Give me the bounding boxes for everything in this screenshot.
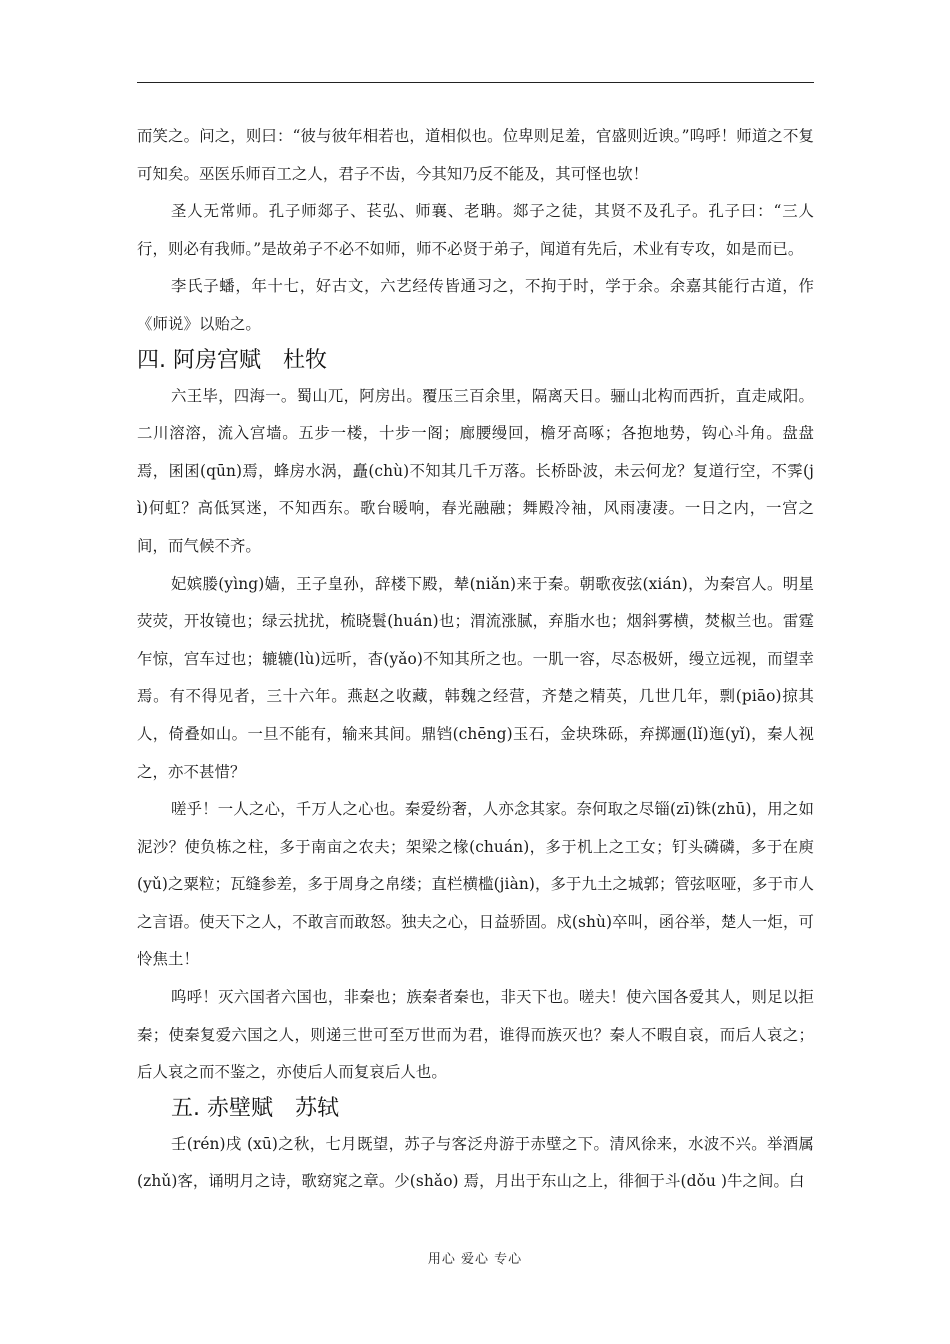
paragraph-shishuo-2: 圣人无常师。孔子师郯子、苌弘、师襄、老聃。郯子之徒，其贤不及孔子。孔子曰：“三人行，则必有我师。”是故弟子不必不如师，师不必贤于弟子，闻道有先后，术业有专攻，如是而已。 (137, 202, 814, 258)
document-body (137, 118, 814, 1201)
paragraph-chibi-1: 壬(rén)戌 (xū)之秋，七月既望，苏子与客泛舟游于赤壁之下。清风徐来，水波不兴。举酒属(zhǔ)客，诵明月之诗，歌窈窕之章。少(shǎo) 焉，月出于东山之上，徘徊于斗(dǒu )牛之间。白 (137, 1134, 814, 1191)
paragraph-epanggong-1: 六王毕，四海一。蜀山兀，阿房出。覆压三百余里，隔离天日。骊山北构而西折，直走咸阳。二川溶溶，流入宫墙。五步一楼，十步一阁；廊腰缦回，檐牙高啄；各抱地势，钩心斗角。盘盘焉，囷囷(qūn)焉，蜂房水涡，矗(chù)不知其几千万落。长桥卧波，未云何龙？复道行空，不霁(jì)何虹？高低冥迷，不知西东。歌台暖响，春光融融；舞殿冷袖，风雨凄凄。一日之内，一宫之间，而气候不齐。 (137, 386, 814, 555)
paragraph-epanggong-3: 嗟乎！一人之心，千万人之心也。秦爱纷奢，人亦念其家。奈何取之尽锱(zī)铢(zhū)，用之如泥沙？使负栋之柱，多于南亩之农夫；架梁之椽(chuán)，多于机上之工女；钉头磷磷，多于在庾(yǔ)之粟粒；瓦缝参差，多于周身之帛缕；直栏横槛(jiàn)，多于九土之城郭；管弦呕哑，多于市人之言语。使天下之人，不敢言而敢怒。独夫之心，日益骄固。戍(shù)卒叫，函谷举，楚人一炬，可怜焦土！ (137, 800, 814, 969)
header-rule (137, 82, 814, 83)
paragraph-epanggong-2: 妃嫔媵(yìng)嫱，王子皇孙，辞楼下殿，辇(niǎn)来于秦。朝歌夜弦(xián)，为秦宫人。明星荧荧，开妆镜也；绿云扰扰，梳晓鬟(huán)也；渭流涨腻，弃脂水也；烟斜雾横，焚椒兰也。雷霆乍惊，宫车过也；辘辘(lù)远听，杳(yǎo)不知其所之也。一肌一容，尽态极妍，缦立远视，而望幸焉。有不得见者，三十六年。燕赵之收藏，韩魏之经营，齐楚之精英，几世几年，剽(piāo)掠其人，倚叠如山。一旦不能有，输来其间。鼎铛(chēng)玉石，金块珠砾，弃掷逦(lǐ)迤(yǐ)，秦人视之，亦不甚惜？ (137, 574, 814, 781)
paragraph-epanggong-4: 呜呼！灭六国者六国也，非秦也；族秦者秦也，非天下也。嗟夫！使六国各爱其人，则足以拒秦；使秦复爱六国之人，则递三世可至万世而为君，谁得而族灭也？秦人不暇自哀，而后人哀之；后人哀之而不鉴之，亦使后人而复哀后人也。 (137, 988, 814, 1082)
paragraph-shishuo-3: 李氏子蟠，年十七，好古文，六艺经传皆通习之，不拘于时，学于余。余嘉其能行古道，作《师说》以贻之。 (137, 277, 814, 333)
page-footer: 用心 爱心 专心 (427, 1252, 523, 1267)
heading-epanggong-fu: 四. 阿房宫赋 杜牧 (137, 347, 327, 373)
heading-chibi-fu: 五. 赤壁赋 苏轼 (171, 1095, 339, 1121)
paragraph-shishuo-1: 而笑之。问之，则曰：“彼与彼年相若也，道相似也。位卑则足羞，官盛则近谀。”呜呼！师道之不复可知矣。巫医乐师百工之人，君子不齿，今其知乃反不能及，其可怪也欤！ (137, 127, 814, 183)
